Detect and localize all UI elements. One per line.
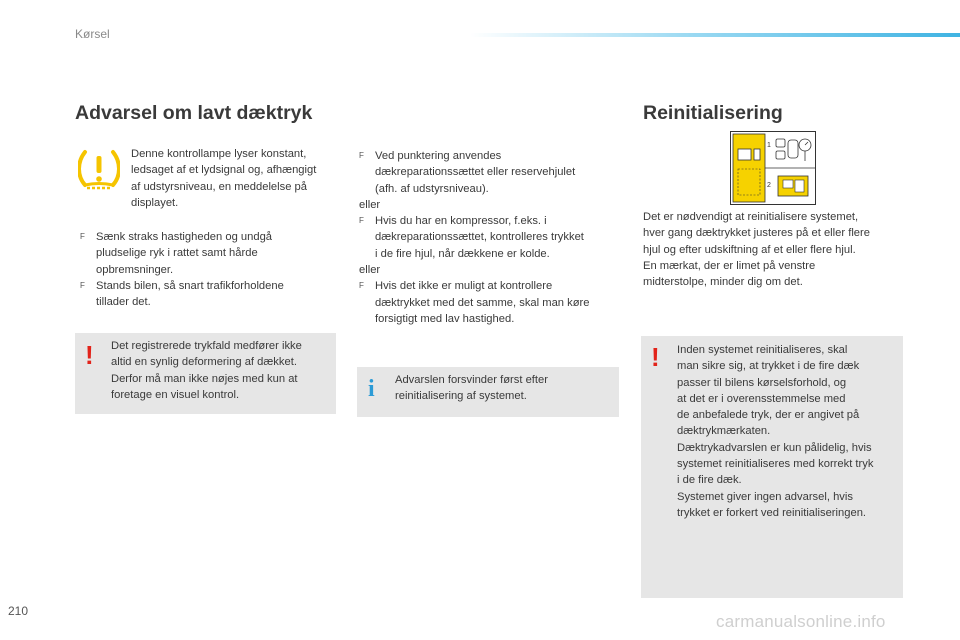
warning-line: man sikre sig, at trykket i de fire dæk: [677, 360, 860, 373]
warning-line: Systemet giver ingen advarsel, hvis: [677, 490, 853, 503]
warning-line: passer til bilens kørselsforhold, og: [677, 376, 847, 389]
bullet-line: (afh. af udstyrsniveau).: [375, 182, 489, 195]
bullet-marker: F: [359, 216, 364, 226]
bullet-line: i de fire hjul, når dækkene er kolde.: [375, 247, 550, 260]
bullet-line: Hvis du har en kompressor, f.eks. i: [375, 215, 547, 228]
intro-line: af udstyrsniveau, en meddelelse på: [131, 180, 308, 193]
bullet-line: tillader det.: [96, 296, 151, 309]
bullet-line: Stands bilen, så snart trafikforholdene: [96, 279, 284, 292]
bullet-line: forsigtigt med lav hastighed.: [375, 312, 515, 325]
warning-line: trykket er forkert ved reinitialiseringen.: [677, 506, 867, 519]
bullet-line: dækreparationssættet, kontrolleres trykket: [375, 231, 584, 244]
diagram-step-1: 1: [767, 142, 771, 149]
paragraph-line: Det er nødvendigt at reinitialisere systemet,: [643, 211, 859, 223]
warning-line: Inden systemet reinitialiseres, skal: [677, 344, 848, 356]
bullet-marker: F: [359, 151, 364, 160]
paragraph-line: hver gang dæktrykket justeres på et eller flere: [643, 227, 870, 240]
warning-line: i de fire dæk.: [677, 474, 742, 487]
tire-pressure-warning-icon: [78, 148, 120, 190]
or-separator: eller: [359, 198, 381, 211]
paragraph-line: hjul og efter udskiftning af et eller flere hjul.: [643, 243, 856, 256]
warning-line: de anbefalede tryk, der er angivet på: [677, 409, 860, 422]
left-bullets: [80, 229, 335, 310]
bullet-item: [359, 278, 621, 327]
info-line: reinitialisering af systemet.: [395, 390, 527, 403]
paragraph-line: midterstolpe, minder dig om det.: [643, 276, 803, 289]
exclamation-icon: !: [85, 340, 94, 370]
right-paragraph: [643, 209, 913, 290]
header-accent-bar: [470, 33, 960, 37]
warning-line: systemet reinitialiseres med korrekt tryk: [677, 458, 874, 471]
bullet-marker: F: [359, 281, 364, 291]
paragraph-line: En mærkat, der er limet på venstre: [643, 259, 816, 272]
left-title: Advarsel om lavt dæktryk: [75, 102, 313, 124]
bullet-item: [80, 278, 335, 311]
intro-line: ledsaget af et lydsignal og, afhængigt: [131, 164, 317, 177]
left-intro: [131, 146, 341, 211]
watermark: carmanualsonline.info: [716, 612, 886, 631]
warning-line: altid en synlig deformering af dækket.: [111, 356, 297, 369]
bullet-line: pludselige ryk i rattet samt hårde: [96, 247, 258, 260]
bullet-item: [80, 229, 335, 278]
reset-procedure-diagram: [730, 131, 816, 205]
info-box: [357, 367, 619, 417]
bullet-marker: F: [80, 232, 85, 241]
warning-line: foretage en visuel kontrol.: [111, 388, 240, 401]
bullet-line: Hvis det ikke er muligt at kontrollere: [375, 280, 553, 293]
diagram-step-2: 2: [767, 182, 771, 189]
bullet-line: dækreparationssættet eller reservehjulet: [375, 166, 576, 179]
info-icon: i: [368, 376, 375, 402]
warning-line: Det registrerede trykfald medfører ikke: [111, 340, 302, 352]
section-label: Kørsel: [75, 27, 110, 41]
bullet-line: Ved punktering anvendes: [375, 150, 502, 162]
warning-line: Derfor må man ikke nøjes med kun at: [111, 372, 298, 385]
info-line: Advarslen forsvinder først efter: [395, 374, 548, 386]
page-number: 210: [8, 604, 29, 618]
warning-line: dæktrykmærkaten.: [677, 425, 771, 438]
intro-line: Denne kontrollampe lyser konstant,: [131, 148, 307, 160]
warning-box-left: [75, 333, 336, 414]
bullet-item: [359, 213, 621, 262]
bullet-line: opbremsninger.: [96, 263, 174, 276]
right-title: Reinitialisering: [643, 102, 783, 124]
intro-line: displayet.: [131, 196, 179, 209]
warning-line: at det er i overensstemmelse med: [677, 392, 846, 405]
bullet-line: dæktrykket med det samme, skal man køre: [375, 296, 590, 309]
bullet-line: Sænk straks hastigheden og undgå: [96, 231, 273, 243]
warning-line: Dæktrykadvarslen er kun pålidelig, hvis: [677, 441, 872, 454]
middle-instructions: [359, 148, 621, 327]
exclamation-icon: !: [651, 342, 660, 372]
bullet-item: [359, 148, 621, 197]
or-separator: eller: [359, 264, 381, 277]
warning-box-right: [641, 336, 903, 598]
bullet-marker: F: [80, 280, 85, 290]
